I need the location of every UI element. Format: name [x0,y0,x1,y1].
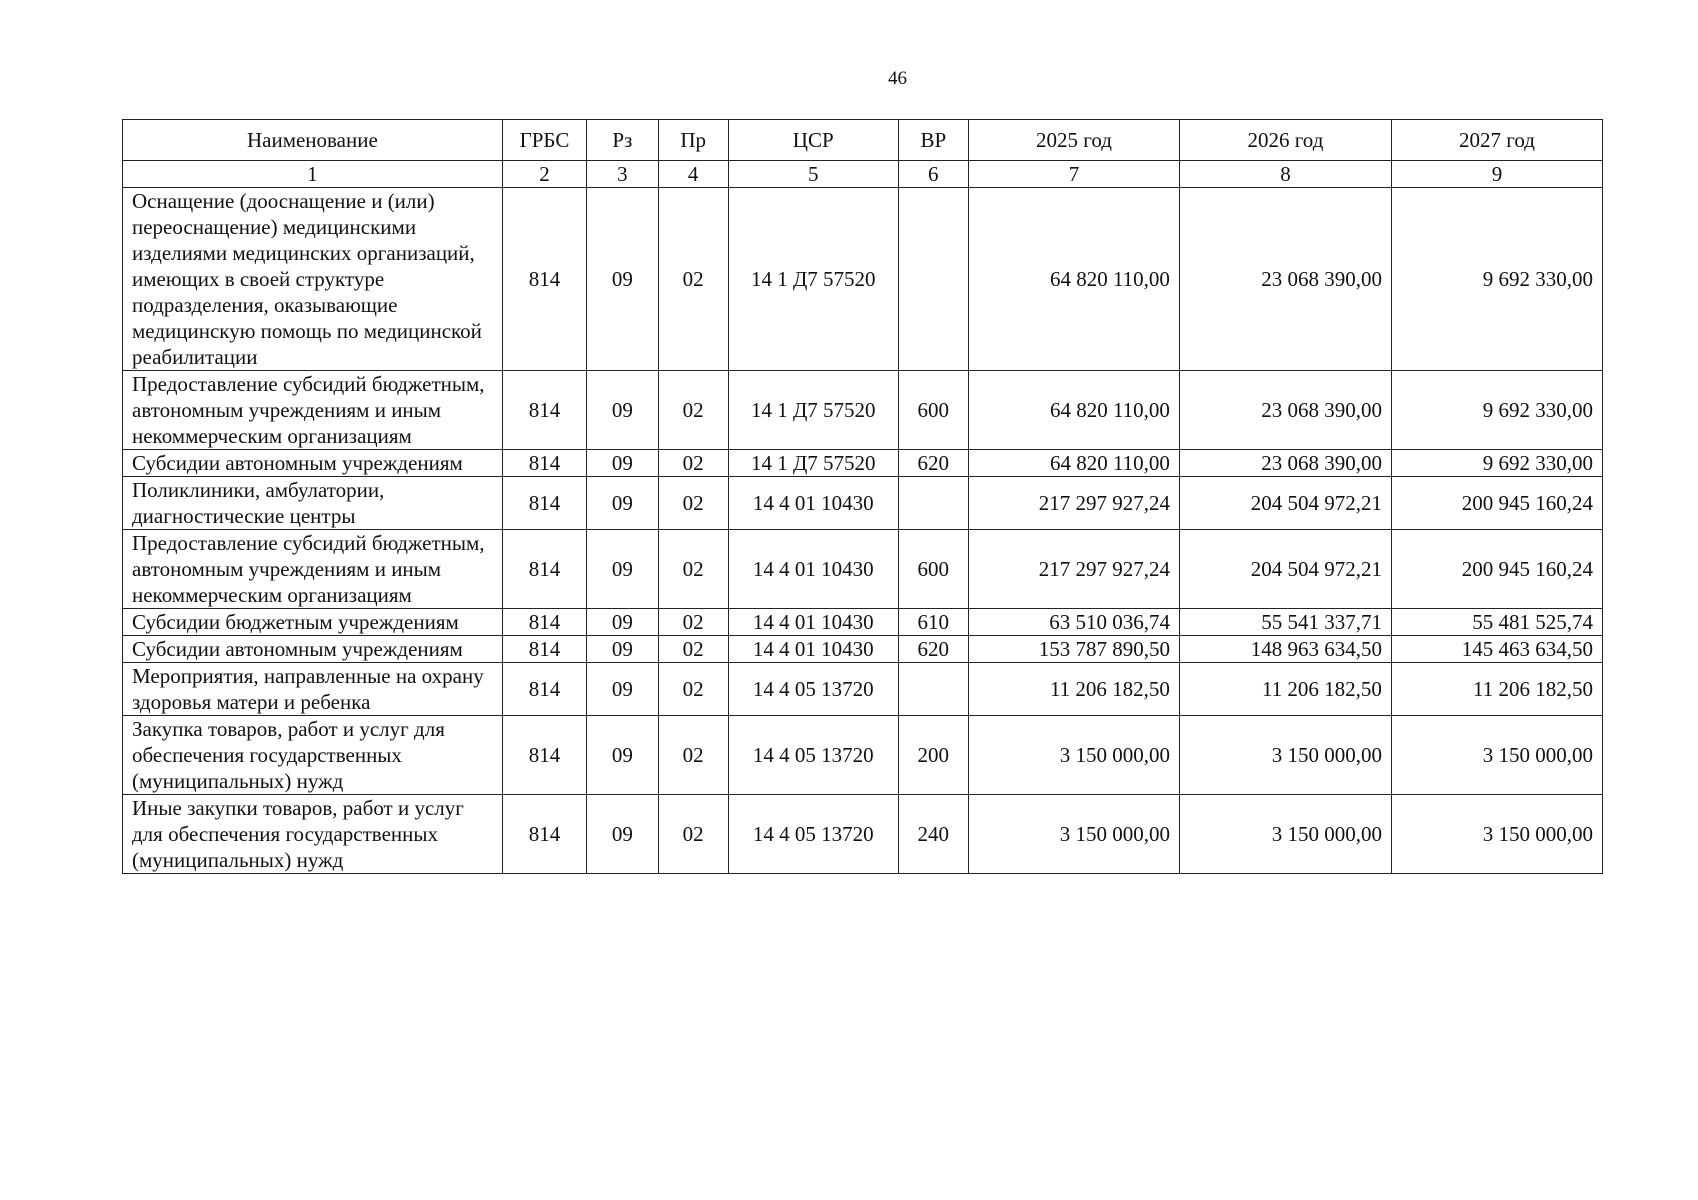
cell-name: Предоставление субсидий бюджетным, автономным учреждениям и иным некоммерческим организациям [123,530,503,609]
cell-rz: 09 [587,477,658,530]
cell-name: Субсидии бюджетным учреждениям [123,609,503,636]
cell-csr: 14 4 01 10430 [728,636,898,663]
column-number: 6 [898,161,968,188]
table-body [123,188,1603,874]
cell-rz: 09 [587,188,658,371]
cell-vr: 600 [898,371,968,450]
cell-2027: 9 692 330,00 [1391,188,1602,371]
page-number: 46 [888,68,907,89]
cell-csr: 14 4 05 13720 [728,795,898,874]
cell-rz: 09 [587,795,658,874]
table-row [123,371,1603,450]
header-name: Наименование [123,120,503,161]
cell-rz: 09 [587,609,658,636]
cell-2026: 148 963 634,50 [1179,636,1391,663]
cell-vr: 240 [898,795,968,874]
cell-csr: 14 4 05 13720 [728,716,898,795]
cell-rz: 09 [587,636,658,663]
cell-2025: 11 206 182,50 [968,663,1179,716]
cell-2027: 3 150 000,00 [1391,795,1602,874]
cell-2027: 9 692 330,00 [1391,450,1602,477]
table-row [123,663,1603,716]
cell-vr [898,663,968,716]
cell-2025: 3 150 000,00 [968,716,1179,795]
cell-rz: 09 [587,450,658,477]
cell-2027: 9 692 330,00 [1391,371,1602,450]
cell-name: Оснащение (дооснащение и (или) переоснащение) медицинскими изделиями медицинских организаций, имеющих в своей структуре подразделения, оказывающие медицинскую помощь по медицинской реабилитации [123,188,503,371]
header-grbs: ГРБС [502,120,586,161]
cell-2026: 204 504 972,21 [1179,477,1391,530]
column-number-row [123,161,1603,188]
cell-csr: 14 1 Д7 57520 [728,371,898,450]
cell-grbs: 814 [502,371,586,450]
cell-csr: 14 4 01 10430 [728,530,898,609]
cell-csr: 14 1 Д7 57520 [728,450,898,477]
header-2027: 2027 год [1391,120,1602,161]
cell-pr: 02 [658,477,728,530]
cell-rz: 09 [587,530,658,609]
cell-grbs: 814 [502,477,586,530]
cell-2025: 153 787 890,50 [968,636,1179,663]
cell-vr: 600 [898,530,968,609]
cell-pr: 02 [658,663,728,716]
cell-2025: 64 820 110,00 [968,188,1179,371]
cell-rz: 09 [587,663,658,716]
cell-grbs: 814 [502,530,586,609]
cell-2025: 64 820 110,00 [968,450,1179,477]
header-2026: 2026 год [1179,120,1391,161]
table-row [123,609,1603,636]
cell-2026: 204 504 972,21 [1179,530,1391,609]
cell-name: Субсидии автономным учреждениям [123,636,503,663]
cell-2025: 3 150 000,00 [968,795,1179,874]
cell-2027: 11 206 182,50 [1391,663,1602,716]
header-csr: ЦСР [728,120,898,161]
column-number: 3 [587,161,658,188]
table-row [123,795,1603,874]
cell-2027: 55 481 525,74 [1391,609,1602,636]
cell-pr: 02 [658,188,728,371]
cell-csr: 14 4 01 10430 [728,609,898,636]
cell-2027: 3 150 000,00 [1391,716,1602,795]
column-number: 5 [728,161,898,188]
cell-pr: 02 [658,609,728,636]
cell-grbs: 814 [502,795,586,874]
header-row [123,120,1603,161]
cell-pr: 02 [658,530,728,609]
header-pr: Пр [658,120,728,161]
cell-2025: 217 297 927,24 [968,530,1179,609]
cell-name: Субсидии автономным учреждениям [123,450,503,477]
cell-vr: 620 [898,450,968,477]
cell-vr [898,188,968,371]
table-row [123,636,1603,663]
cell-pr: 02 [658,450,728,477]
cell-grbs: 814 [502,663,586,716]
cell-pr: 02 [658,795,728,874]
column-number: 8 [1179,161,1391,188]
cell-pr: 02 [658,636,728,663]
cell-2025: 64 820 110,00 [968,371,1179,450]
cell-rz: 09 [587,716,658,795]
cell-2026: 55 541 337,71 [1179,609,1391,636]
table-row [123,450,1603,477]
table-row [123,477,1603,530]
cell-2026: 3 150 000,00 [1179,795,1391,874]
cell-vr: 610 [898,609,968,636]
table-row [123,716,1603,795]
column-number: 1 [123,161,503,188]
table-row [123,530,1603,609]
column-number: 9 [1391,161,1602,188]
cell-grbs: 814 [502,636,586,663]
cell-name: Закупка товаров, работ и услуг для обеспечения государственных (муниципальных) нужд [123,716,503,795]
cell-csr: 14 4 05 13720 [728,663,898,716]
cell-name: Иные закупки товаров, работ и услуг для обеспечения государственных (муниципальных) нужд [123,795,503,874]
cell-2025: 217 297 927,24 [968,477,1179,530]
cell-name: Мероприятия, направленные на охрану здоровья матери и ребенка [123,663,503,716]
cell-2027: 145 463 634,50 [1391,636,1602,663]
cell-name: Поликлиники, амбулатории, диагностические центры [123,477,503,530]
header-vr: ВР [898,120,968,161]
column-number: 7 [968,161,1179,188]
cell-csr: 14 4 01 10430 [728,477,898,530]
cell-2027: 200 945 160,24 [1391,530,1602,609]
table-row [123,188,1603,371]
header-rz: Рз [587,120,658,161]
header-2025: 2025 год [968,120,1179,161]
cell-csr: 14 1 Д7 57520 [728,188,898,371]
cell-pr: 02 [658,371,728,450]
column-number: 4 [658,161,728,188]
cell-2026: 23 068 390,00 [1179,371,1391,450]
cell-2027: 200 945 160,24 [1391,477,1602,530]
cell-2026: 3 150 000,00 [1179,716,1391,795]
column-number: 2 [502,161,586,188]
cell-pr: 02 [658,716,728,795]
cell-grbs: 814 [502,188,586,371]
cell-2026: 11 206 182,50 [1179,663,1391,716]
cell-vr: 620 [898,636,968,663]
cell-2025: 63 510 036,74 [968,609,1179,636]
budget-table [122,119,1603,874]
cell-rz: 09 [587,371,658,450]
cell-name: Предоставление субсидий бюджетным, автономным учреждениям и иным некоммерческим организациям [123,371,503,450]
cell-grbs: 814 [502,716,586,795]
cell-2026: 23 068 390,00 [1179,450,1391,477]
cell-2026: 23 068 390,00 [1179,188,1391,371]
cell-vr: 200 [898,716,968,795]
cell-grbs: 814 [502,609,586,636]
cell-vr [898,477,968,530]
cell-grbs: 814 [502,450,586,477]
